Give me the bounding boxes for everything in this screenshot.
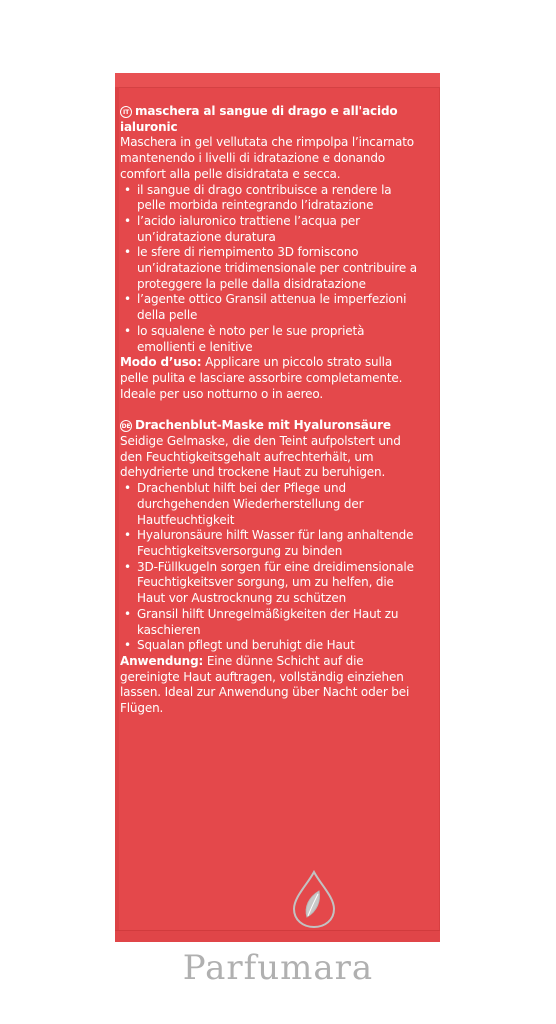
- italian-usage-text: Applicare un piccolo strato sulla pelle pulita e lasciare assorbire completamente. Ideale per uso notturno o in aereo.: [120, 355, 403, 401]
- german-title-text: Drachenblut-Maske mit Hyaluronsäure: [135, 418, 391, 433]
- italian-title: [120, 104, 420, 135]
- box-bottom-edge: [115, 930, 440, 942]
- german-section: [120, 418, 420, 716]
- box-left-edge: [115, 87, 119, 941]
- list-item: • 3D-Füllkugeln sorgen für eine dreidimensionale Feuchtigkeitsver sorgung, um zu helfen, die Haut vor Austrocknung zu schützen: [120, 560, 420, 607]
- brand-watermark: Parfumara: [182, 948, 374, 988]
- language-badge-de: DE: [120, 420, 132, 432]
- italian-intro: Maschera in gel vellutata che rimpolpa l’incarnato mantenendo i livelli di idratazione e donando comfort alla pelle disidratata e secca.: [120, 135, 414, 181]
- list-item: • l’acido ialuronico trattiene l’acqua per un’idratazione duratura: [120, 214, 420, 245]
- list-item: • lo squalene è noto per le sue proprietà emollienti e lenitive: [120, 324, 420, 355]
- italian-usage: [120, 355, 420, 402]
- product-description: [120, 104, 420, 717]
- language-badge-it: IT: [120, 106, 132, 118]
- list-item: • l’agente ottico Gransil attenua le imperfezioni della pelle: [120, 292, 420, 323]
- italian-usage-label: Modo d’uso:: [120, 355, 202, 370]
- water-drop-leaf-icon: [287, 869, 341, 929]
- list-item: • le sfere di riempimento 3D forniscono un’idratazione tridimensionale per contribuire a proteggere la pelle dalla disidratazione: [120, 245, 420, 292]
- german-usage-label: Anwendung:: [120, 653, 204, 668]
- list-item: • Drachenblut hilft bei der Pflege und durchgehenden Wiederherstellung der Hautfeuchtigkeit: [120, 481, 420, 528]
- list-item: • il sangue di drago contribuisce a rendere la pelle morbida reintegrando l’idratazione: [120, 183, 420, 214]
- list-item: • Squalan pflegt und beruhigt die Haut: [120, 638, 420, 654]
- box-top-flap: [115, 73, 440, 88]
- german-title: [120, 418, 420, 434]
- german-usage: [120, 654, 420, 717]
- german-intro: Seidige Gelmaske, die den Teint aufpolstert und den Feuchtigkeitsgehalt aufrechterhält, um dehydrierte und trockene Haut zu beruhigen.: [120, 434, 401, 480]
- list-item: • Gransil hilft Unregelmäßigkeiten der Haut zu kaschieren: [120, 607, 420, 638]
- list-item: • Hyaluronsäure hilft Wasser für lang anhaltende Feuchtigkeitsversorgung zu binden: [120, 528, 420, 559]
- german-bullet-list: [120, 481, 420, 654]
- german-usage-text: Eine dünne Schicht auf die gereinigte Haut auftragen, vollständig einziehen lassen. Ideal zur Anwendung über Nacht oder bei Flügen.: [120, 653, 410, 716]
- italian-section: [120, 104, 420, 402]
- italian-title-text: maschera al sangue di drago e all'acido ialuronic: [120, 104, 398, 134]
- italian-bullet-list: [120, 183, 420, 356]
